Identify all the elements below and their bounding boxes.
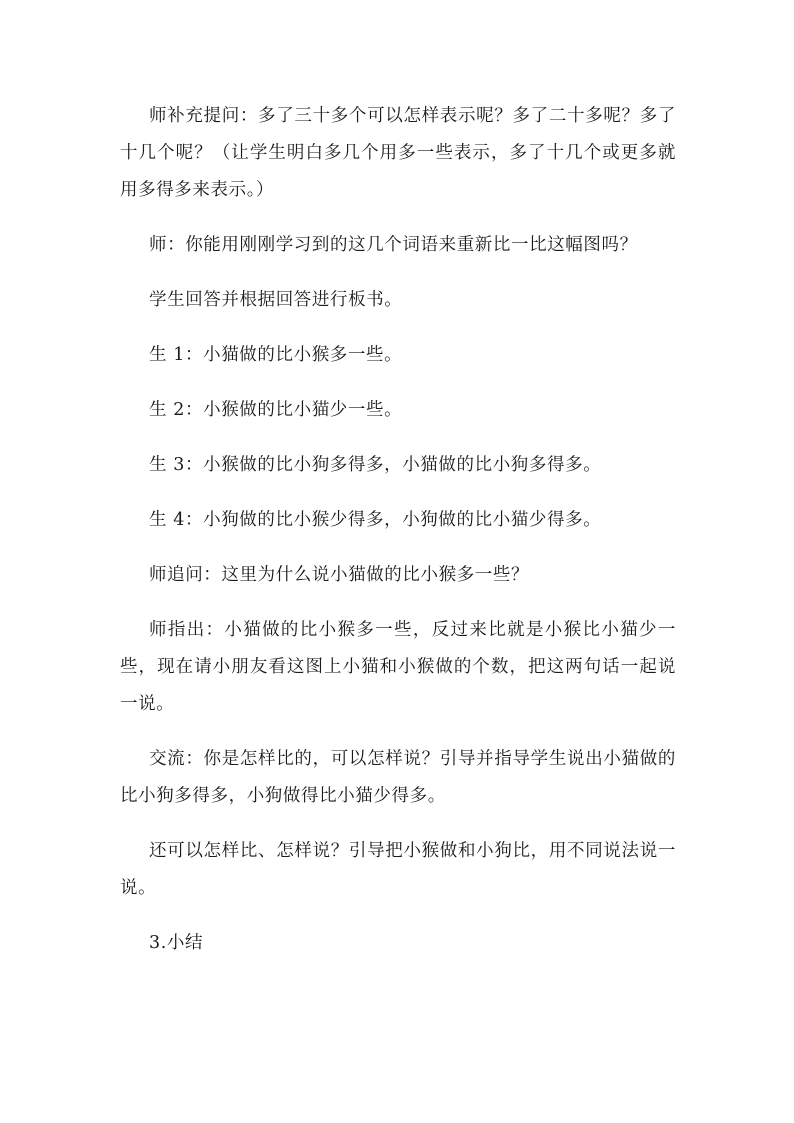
paragraph-board-writing: 学生回答并根据回答进行板书。 (149, 290, 403, 310)
paragraph-teacher-prompt: 师：你能用刚刚学习到的这几个词语来重新比一比这幅图吗？ (149, 235, 638, 255)
paragraph-teacher-points-out: 师指出：小猫做的比小猴多一些，反过来比就是小猴比小猫少一些，现在请小朋友看这图上小猫和小猴做的个数，把这两句话一起说一说。 (120, 620, 676, 714)
paragraph-supplementary-question: 师补充提问：多了三十多个可以怎样表示呢？多了二十多呢？多了十几个呢？（让学生明白多几个用多一些表示，多了十几个或更多就用多得多来表示。） (120, 106, 676, 200)
paragraph-discussion: 交流：你是怎样比的，可以怎样说？引导并指导学生说出小猫做的比小狗多得多，小狗做得比小猫少得多。 (120, 749, 676, 806)
paragraph-student-2: 生 2：小猴做的比小猫少一些。 (149, 400, 403, 420)
paragraph-student-4: 生 4：小狗做的比小猴少得多，小狗做的比小猫少得多。 (149, 510, 602, 530)
section-heading-summary: 3.小结 (149, 933, 204, 953)
paragraph-teacher-follow-up: 师追问：这里为什么说小猫做的比小猴多一些？ (149, 565, 530, 585)
paragraph-student-3: 生 3：小猴做的比小狗多得多，小猫做的比小狗多得多。 (149, 455, 602, 475)
document-body (120, 98, 676, 962)
paragraph-student-1: 生 1：小猫做的比小猴多一些。 (149, 345, 403, 365)
paragraph-further-comparison: 还可以怎样比、怎样说？引导把小猴做和小狗比，用不同说法说一说。 (120, 841, 676, 898)
